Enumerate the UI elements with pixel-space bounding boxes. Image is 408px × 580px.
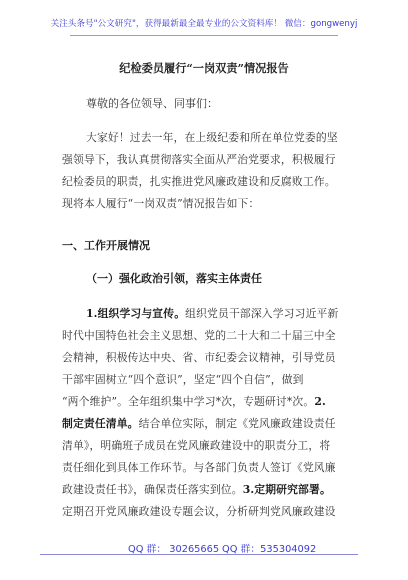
header-banner: 关注头条号"公文研究"，获得最新最全最专业的公文资料库！ 微信：gongwenyj xyxy=(50,19,358,29)
body-line-4: 干部牢固树立“四个意识”，坚定“四个自信”，做到 xyxy=(62,373,304,386)
intro-line-1: 大家好！过去一年，在上级纪委和所在单位党委的坚 xyxy=(86,131,338,144)
document-title: 纪检委员履行“一岗双责”情况报告 xyxy=(119,61,289,75)
body-line-2: 时代中国特色社会主义思想、党的二十大和二十届三中全 xyxy=(62,329,336,342)
salutation: 尊敬的各位领导、同事们： xyxy=(86,97,218,110)
body-line-8: 责任细化到具体工作环节。与各部门负责人签订《党风廉 xyxy=(62,461,336,474)
item1-label: 1.组织学习与宣传。 xyxy=(86,307,186,320)
footer-qq-group-2: QQ 群：535304092 xyxy=(222,544,317,555)
header-divider xyxy=(70,35,338,36)
sub-heading: （一）强化政治引领，落实主体责任 xyxy=(86,272,262,285)
body-line-1 xyxy=(86,306,338,321)
body-line-5 xyxy=(62,394,326,409)
item3-label: 3.定期研究部署。 xyxy=(242,483,331,496)
intro-line-3: 纪检委员的职责，扎实推进党风廉政建设和反腐败工作。 xyxy=(62,175,336,188)
item2-text: 结合单位实际，制定《党风廉政建设责任 xyxy=(138,417,336,430)
body-line-10: 定期召开党风廉政建设专题会议，分析研判党风廉政建设 xyxy=(62,505,336,518)
body-line-6 xyxy=(62,416,336,431)
body-line-3: 会精神，积极传达中央、省、市纪委会议精神，引导党员 xyxy=(62,351,336,364)
body-line-9 xyxy=(62,482,331,497)
body-line-7: 清单》，明确班子成员在党风廉政建设中的职责分工，将 xyxy=(62,439,331,452)
footer-qq-group-1: QQ 群： 30265665 xyxy=(128,544,220,555)
section-heading: 一、工作开展情况 xyxy=(62,239,150,252)
intro-line-4: 现将本人履行“一岗双责”情况报告如下： xyxy=(62,197,260,210)
line9-text: 政建设责任书》，确保责任落实到位。 xyxy=(62,483,243,496)
footer-divider xyxy=(40,554,358,555)
intro-line-2: 强领导下，我认真贯彻落实全面从严治党要求，积极履行 xyxy=(62,153,336,166)
item2-label: 制定责任清单。 xyxy=(62,417,139,430)
item2-number: 2. xyxy=(314,395,326,408)
line5-text: “两个维护”。全年组织集中学习*次，专题研讨*次。 xyxy=(62,395,315,408)
item1-text: 组织党员干部深入学习习近平新 xyxy=(185,307,339,320)
